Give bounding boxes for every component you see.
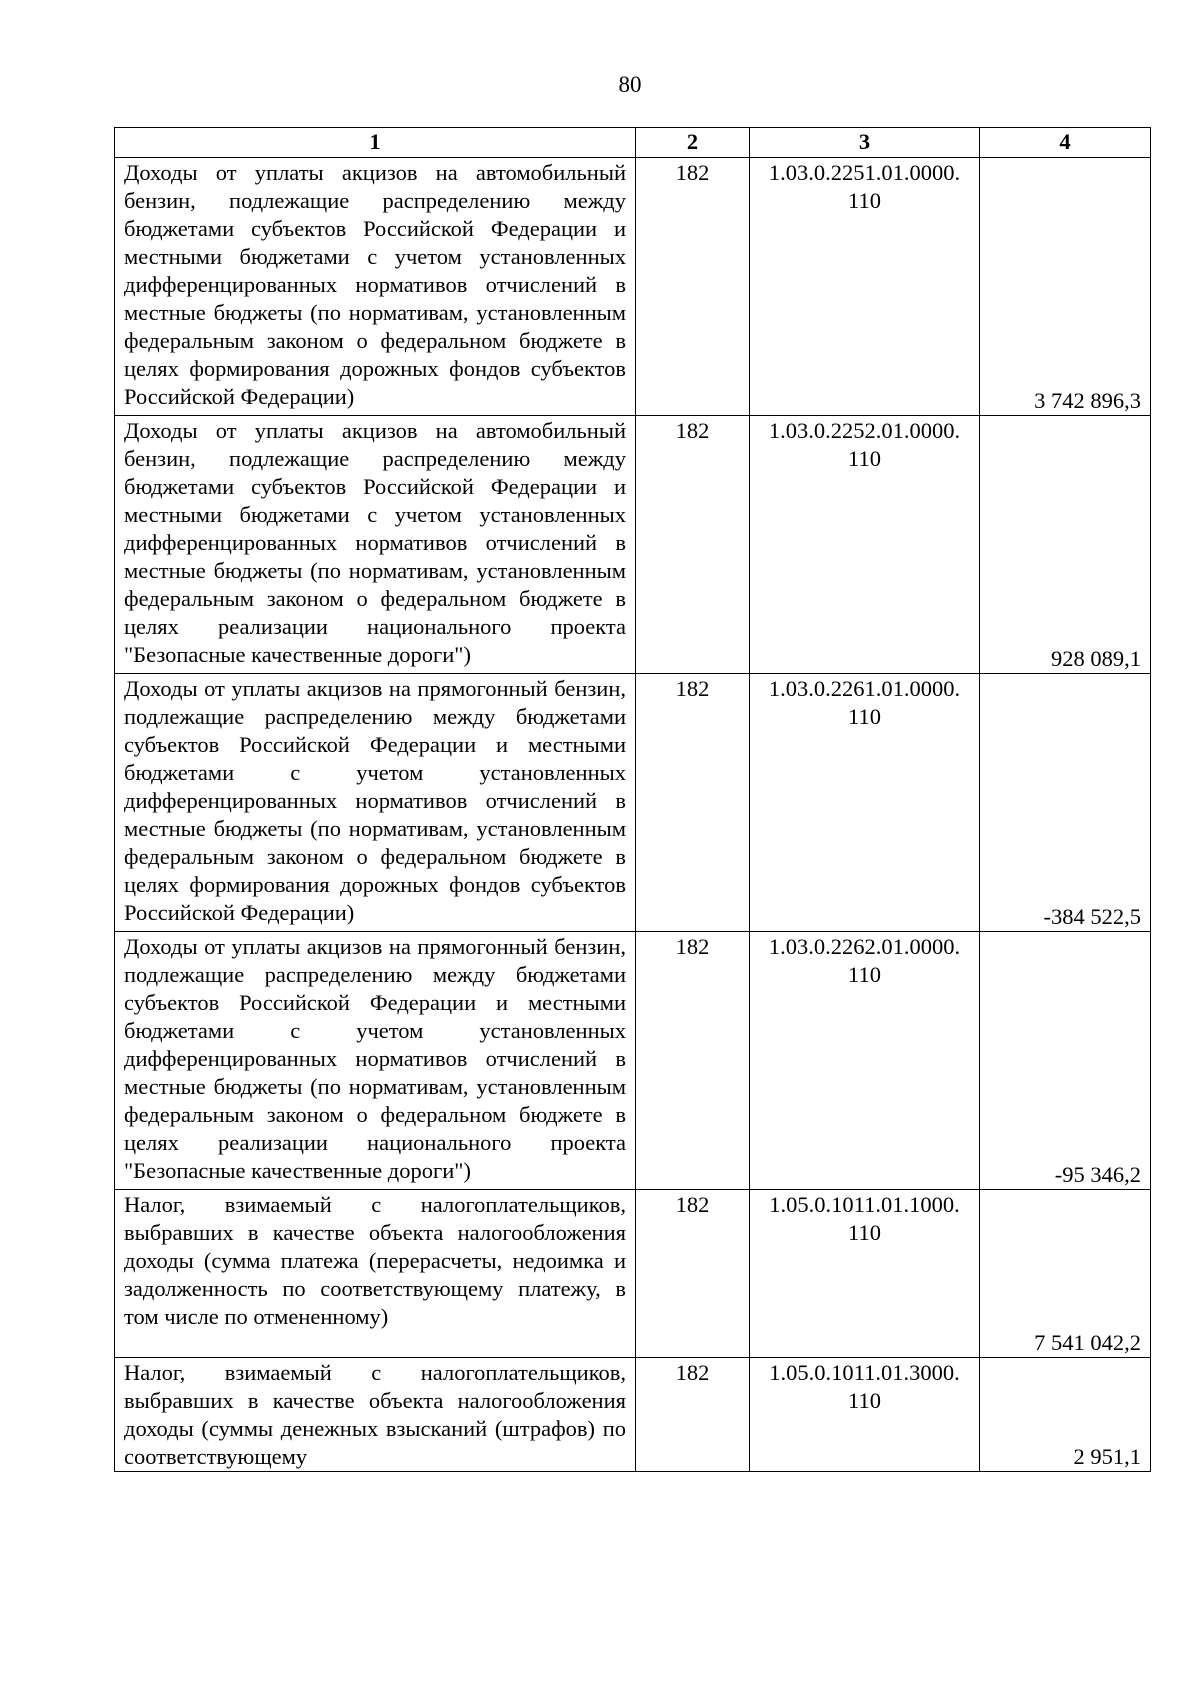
row-budget-code (750, 416, 980, 674)
budget-code-line: 1.03.0.2252.01.0000. (768, 418, 961, 443)
budget-code-line: 1.05.0.1011.01.1000. (769, 1192, 960, 1217)
table-row (115, 1190, 1151, 1358)
row-admin-code: 182 (636, 416, 750, 674)
row-amount: 3 742 896,3 (980, 158, 1151, 416)
page-number: 80 (618, 72, 642, 97)
row-admin-code: 182 (636, 1190, 750, 1358)
budget-code-suffix: 110 (848, 1388, 881, 1413)
budget-income-table (114, 127, 1151, 1472)
row-description: Налог, взимаемый с налогоплательщиков, выбравших в качестве объекта налогообложения доходы (сумма платежа (перерасчеты, недоимка и задолженность по соответствующему платежу, в том числе по отмененному) (115, 1190, 636, 1358)
column-header-description: 1 (115, 128, 636, 158)
row-budget-code (750, 1358, 980, 1472)
budget-code-suffix: 110 (848, 188, 881, 213)
budget-code-line: 1.03.0.2261.01.0000. (768, 676, 961, 701)
budget-code-suffix: 110 (848, 704, 881, 729)
row-budget-code (750, 158, 980, 416)
budget-code-suffix: 110 (848, 962, 881, 987)
row-amount: 7 541 042,2 (980, 1190, 1151, 1358)
table-row (115, 674, 1151, 932)
row-description: Налог, взимаемый с налогоплательщиков, выбравших в качестве объекта налогообложения доходы (суммы денежных взысканий (штрафов) по соответствующему (115, 1358, 636, 1472)
table-row (115, 416, 1151, 674)
column-header-amount: 4 (980, 128, 1151, 158)
budget-code-suffix: 110 (848, 1220, 881, 1245)
row-amount: -384 522,5 (980, 674, 1151, 932)
row-amount: -95 346,2 (980, 932, 1151, 1190)
row-amount: 2 951,1 (980, 1358, 1151, 1472)
budget-code-line: 1.03.0.2251.01.0000. (768, 160, 961, 185)
column-header-admin-code: 2 (636, 128, 750, 158)
budget-code-suffix: 110 (848, 446, 881, 471)
row-description: Доходы от уплаты акцизов на прямогонный бензин, подлежащие распределению между бюджетами субъектов Российской Федерации и местными бюджетами с учетом установленных дифференцированных нормативов отчислений в местные бюджеты (по нормативам, установленным федеральным законом о федеральном бюджете в целях формирования дорожных фондов субъектов Российской Федерации) (115, 674, 636, 932)
table-row (115, 1358, 1151, 1472)
budget-code-line: 1.03.0.2262.01.0000. (768, 934, 961, 959)
row-budget-code (750, 932, 980, 1190)
table-header-row (115, 128, 1151, 158)
row-budget-code (750, 1190, 980, 1358)
row-description: Доходы от уплаты акцизов на прямогонный бензин, подлежащие распределению между бюджетами субъектов Российской Федерации и местными бюджетами с учетом установленных дифференцированных нормативов отчислений в местные бюджеты (по нормативам, установленным федеральным законом о федеральном бюджете в целях реализации национального проекта "Безопасные качественные дороги") (115, 932, 636, 1190)
table-row (115, 158, 1151, 416)
row-description: Доходы от уплаты акцизов на автомобильный бензин, подлежащие распределению между бюджетами субъектов Российской Федерации и местными бюджетами с учетом установленных дифференцированных нормативов отчислений в местные бюджеты (по нормативам, установленным федеральным законом о федеральном бюджете в целях формирования дорожных фондов субъектов Российской Федерации) (115, 158, 636, 416)
row-admin-code: 182 (636, 674, 750, 932)
budget-code-line: 1.05.0.1011.01.3000. (769, 1360, 960, 1385)
row-amount: 928 089,1 (980, 416, 1151, 674)
row-admin-code: 182 (636, 158, 750, 416)
row-admin-code: 182 (636, 932, 750, 1190)
row-budget-code (750, 674, 980, 932)
table-row (115, 932, 1151, 1190)
row-admin-code: 182 (636, 1358, 750, 1472)
column-header-budget-code: 3 (750, 128, 980, 158)
row-description: Доходы от уплаты акцизов на автомобильный бензин, подлежащие распределению между бюджетами субъектов Российской Федерации и местными бюджетами с учетом установленных дифференцированных нормативов отчислений в местные бюджеты (по нормативам, установленным федеральным законом о федеральном бюджете в целях реализации национального проекта "Безопасные качественные дороги") (115, 416, 636, 674)
